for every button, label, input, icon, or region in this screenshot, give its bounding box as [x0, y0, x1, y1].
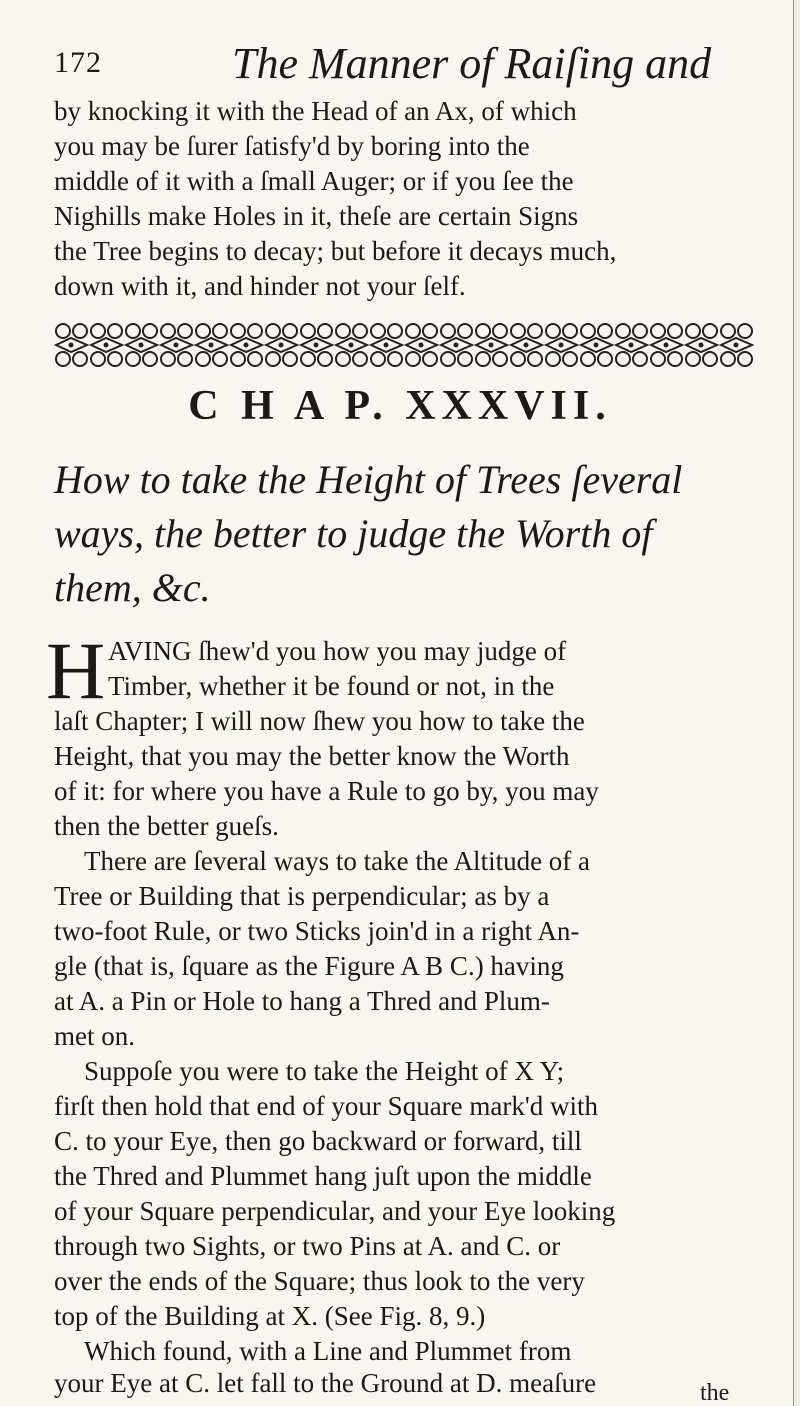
text-line: then the better gueſs. — [54, 811, 279, 841]
text-line: gle (that is, ſquare as the Figure A B C.) having — [54, 951, 564, 981]
text-line: you may be ſurer ſatisfy'd by boring into the — [54, 131, 530, 161]
chapter-title-line: ways, the better to judge the Worth of — [54, 511, 653, 556]
text-line: the Tree begins to decay; but before it decays much, — [54, 236, 617, 266]
text-line: AVING ſhew'd you how you may judge of — [108, 636, 567, 666]
text-line: middle of it with a ſmall Auger; or if you ſee the — [54, 166, 574, 196]
page-edge — [793, 0, 800, 1406]
text-line: by knocking it with the Head of an Ax, of which — [54, 96, 577, 126]
text-line: through two Sights, or two Pins at A. and C. or — [54, 1231, 561, 1261]
text-line: There are ſeveral ways to take the Altitude of a — [84, 846, 591, 876]
text-line: Suppoſe you were to take the Height of X Y; — [84, 1056, 565, 1086]
text-line: Nighills make Holes in it, theſe are certain Signs — [54, 201, 579, 231]
page-number: 172 — [54, 46, 102, 79]
ornament-band-icon — [54, 316, 754, 374]
drop-cap: H — [46, 625, 106, 716]
chapter-title-line: them, &c. — [54, 565, 211, 610]
text-line: the Thred and Plummet hang juſt upon the middle — [54, 1161, 592, 1191]
text-line: down with it, and hinder not your ſelf. — [54, 271, 466, 301]
chapter-title-line: How to take the Height of Trees ſeveral — [54, 457, 683, 502]
text-line: Timber, whether it be found or not, in the — [108, 671, 555, 701]
chapter-heading: C H A P. XXXVII. — [188, 383, 612, 429]
text-line: met on. — [54, 1021, 135, 1051]
running-title: The Manner of Raiſing and — [232, 39, 712, 88]
text-line: at A. a Pin or Hole to hang a Thred and Plum- — [54, 986, 550, 1016]
text-line: firſt then hold that end of your Square mark'd with — [54, 1091, 598, 1121]
text-line: over the ends of the Square; thus look to the very — [54, 1266, 585, 1296]
catchword: the — [700, 1380, 730, 1406]
text-line: of it: for where you have a Rule to go by, you may — [54, 776, 599, 806]
text-line: Which found, with a Line and Plummet from — [84, 1336, 572, 1366]
text-line: of your Square perpendicular, and your Eye looking — [54, 1196, 616, 1226]
running-head — [46, 38, 746, 88]
text-line: two-foot Rule, or two Sticks join'd in a right An- — [54, 916, 580, 946]
text-line: Tree or Building that is perpendicular; as by a — [54, 881, 550, 911]
text-line: your Eye at C. let fall to the Ground at D. meaſure — [54, 1368, 597, 1398]
text-line: C. to your Eye, then go backward or forward, till — [54, 1126, 582, 1156]
text-line: Height, that you may the better know the Worth — [54, 741, 570, 771]
text-line: laſt Chapter; I will now ſhew you how to take the — [54, 706, 585, 736]
text-line: top of the Building at X. (See Fig. 8, 9.) — [54, 1301, 486, 1331]
